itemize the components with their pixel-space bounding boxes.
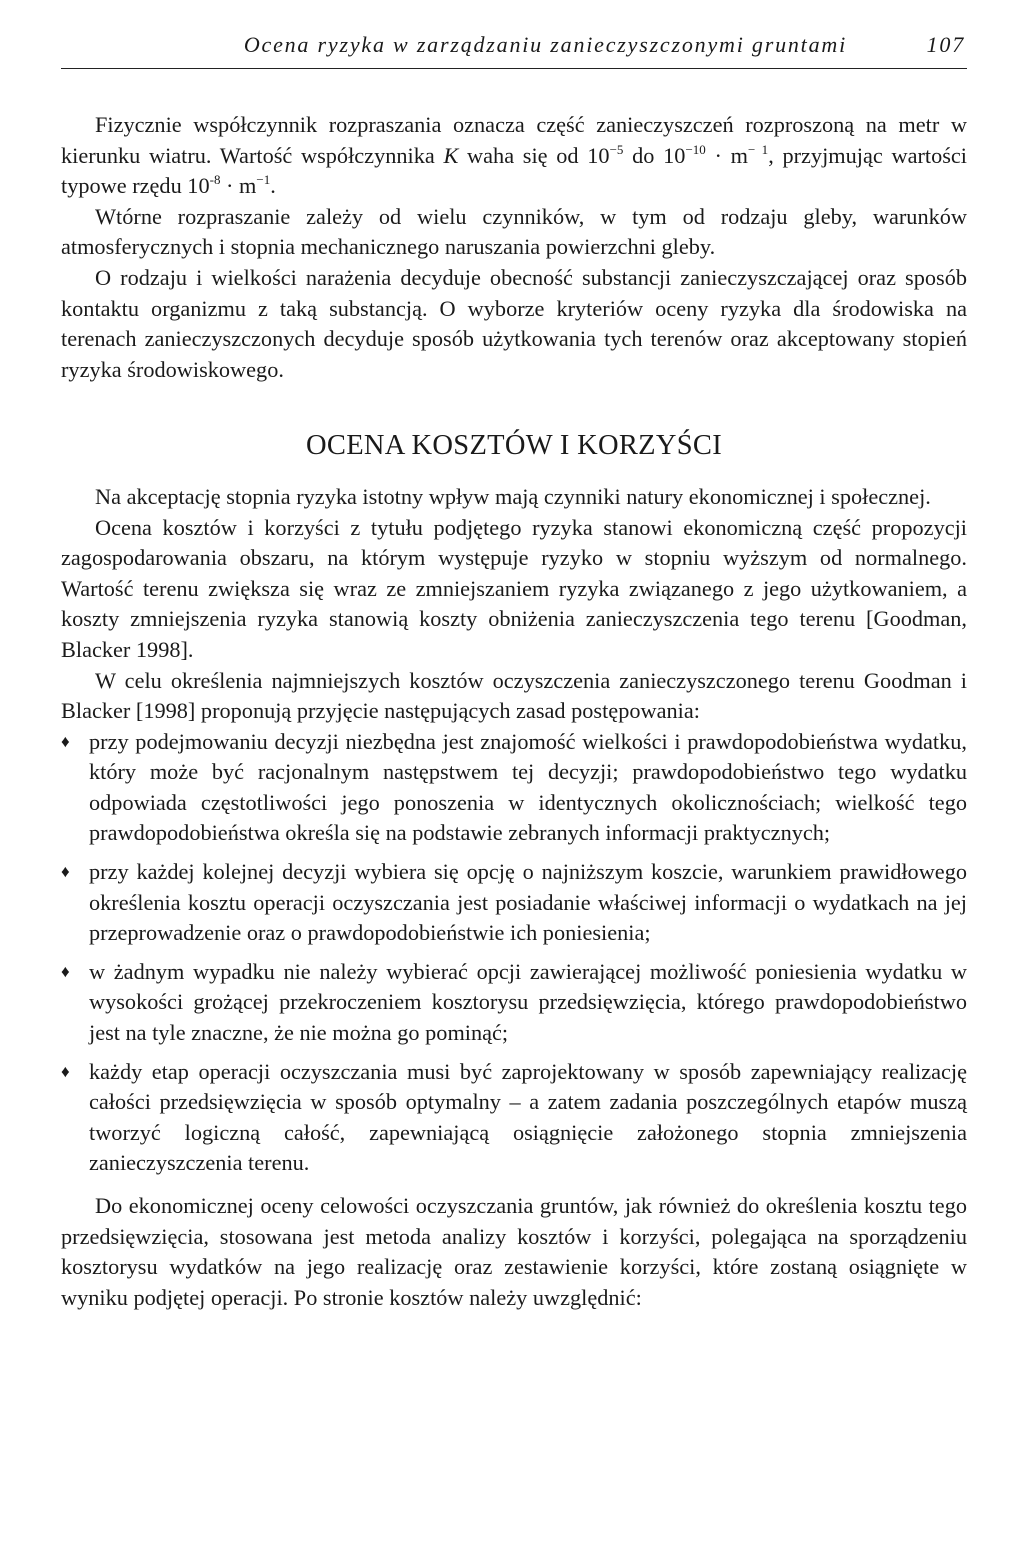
- running-title: Ocena ryzyka w zarządzaniu zanieczyszczonymi gruntami: [243, 32, 847, 57]
- list-item: [61, 857, 967, 949]
- paragraph-principles-intro: W celu określenia najmniejszych kosztów oczyszczenia zanieczyszczonego terenu Goodman i Blacker [1998] proponują przyjęcie następujących zasad postępowania:: [61, 667, 967, 724]
- list-item-text: każdy etap operacji oczyszczania musi być zaprojektowany w sposób zapewniający realizację całości przedsięwzięcia w sposób optymalny – a zatem zadania poszczególnych etapów muszą tworzyć logiczną całość, zapewniającą osiągnięcie założonego stopnia zmniejszenia zanieczyszczenia terenu.: [89, 1058, 967, 1176]
- list-item: [61, 1057, 967, 1179]
- list-item-text: przy podejmowaniu decyzji niezbędna jest znajomość wielkości i prawdopodobieństwa wydatku, który może być racjonalnym następstwem tej decyzji; prawdopodobieństwo tego wydatku odpowiada częstotliwości jego ponoszenia w identycznych okolicznościach; wielkość tego prawdopodobieństwa określa się na podstawie zebranych informacji praktycznych;: [89, 728, 967, 846]
- list-item-text: przy każdej kolejnej decyzji wybiera się opcję o najniższym koszcie, warunkiem prawidłowego określenia kosztu operacji oczyszczania jest posiadanie właściwej informacji o wydatkach na jej przeprowadzenie oraz o prawdopodobieństwie ich poniesienia;: [89, 859, 967, 946]
- text-run: waha się od 10: [458, 142, 610, 168]
- diamond-bullet-icon: ♦: [61, 731, 70, 751]
- exponent: -8: [209, 172, 221, 188]
- paragraph-acceptance: Na akceptację stopnia ryzyka istotny wpływ mają czynniki natury ekonomicznej i społecznej.: [95, 483, 931, 509]
- list-item: [61, 957, 967, 1049]
- exponent: −10: [685, 141, 706, 157]
- paragraph-cost-analysis: Do ekonomicznej oceny celowości oczyszczania gruntów, jak również do określenia kosztu tego przedsięwzięcia, stosowana jest metoda analizy kosztów i korzyści, polegająca na sporządzeniu kosztorysu wydatków na jego realizację oraz zestawienie korzyści, które zostaną osiągnięte w wyniku podjętej operacji. Po stronie kosztów należy uwzględnić:: [61, 1193, 967, 1310]
- exponent: −5: [609, 141, 624, 157]
- diamond-bullet-icon: ♦: [61, 862, 70, 882]
- exponent: − 1: [747, 141, 769, 157]
- list-item: [61, 727, 967, 849]
- text-run: , przyjmując wartości typowe rzędu 10: [61, 142, 968, 199]
- paragraph-exposure: O rodzaju i wielkości narażenia decyduje obecność substancji zanieczyszczającej oraz sposób kontaktu organizmu z taką substancją. O wyborze kryteriów oceny ryzyka dla środowiska na terenach zanieczyszczonych decyduje sposób użytkowania tych terenów oraz akceptowany stopień ryzyka środowiskowego.: [61, 264, 967, 382]
- page-number: 107: [926, 32, 965, 57]
- principles-list: [61, 727, 967, 1179]
- paragraph-secondary-dispersion: Wtórne rozpraszanie zależy od wielu czynników, w tym od rodzaju gleby, warunków atmosferycznych i stopnia mechanicznego naruszania powierzchni gleby.: [61, 203, 967, 260]
- running-header: [61, 30, 967, 69]
- diamond-bullet-icon: ♦: [61, 1061, 70, 1081]
- text-run: do 10: [623, 142, 686, 168]
- text-run: Fizycznie współczynnik rozpraszania oznacza część zanieczyszczeń rozproszoną na metr w kierunku wiatru. Wartość współczynnika: [61, 112, 967, 168]
- exponent: −1: [256, 172, 271, 188]
- section-heading: OCENA KOSZTÓW I KORZYŚCI: [306, 430, 722, 462]
- text-run: .: [270, 173, 276, 199]
- list-item-text: w żadnym wypadku nie należy wybierać opcji zawierającej możliwość poniesienia wydatku w wysokości grożącej przekroczeniem kosztorysu przedsięwzięcia, którego prawdopodobieństwo jest na tyle znaczne, że nie można go pominąć;: [89, 958, 967, 1046]
- text-run: · m: [705, 142, 748, 168]
- paragraph-cost-benefit: Ocena kosztów i korzyści z tytułu podjętego ryzyka stanowi ekonomiczną część propozycji zagospodarowania obszaru, na którym występuje ryzyko w stopniu wyższym od normalnego. Wartość terenu zwiększa się wraz ze zmniejszaniem ryzyka związanego z jego użytkowaniem, a koszty zmniejszenia ryzyka stanowią koszty obniżenia zanieczyszczenia tego terenu [Goodman, Blacker 1998].: [61, 514, 967, 662]
- symbol-k: K: [443, 142, 459, 168]
- diamond-bullet-icon: ♦: [61, 961, 70, 981]
- text-run: · m: [220, 173, 257, 199]
- body-text: [61, 110, 967, 1313]
- paragraph-dispersion-coefficient: [61, 110, 967, 202]
